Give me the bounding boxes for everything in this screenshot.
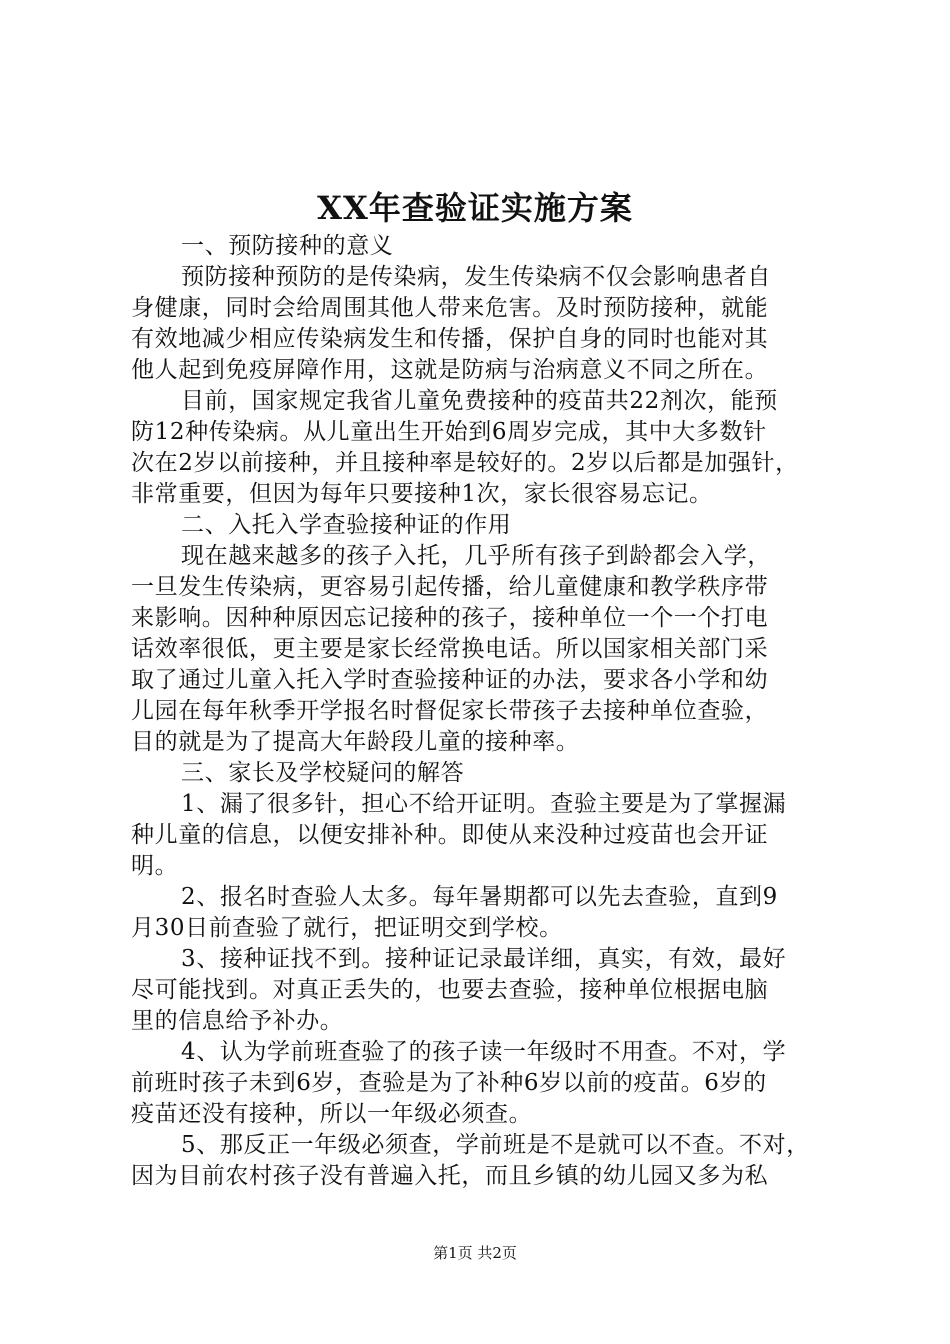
text-line: 他人起到免疫屏障作用，这就是防病与治病意义不同之所在。 [131, 357, 769, 383]
text-line: 因为目前农村孩子没有普遍入托，而且乡镇的幼儿园又多为私 [131, 1163, 769, 1189]
text-line: 尽可能找到。对真正丢失的，也要去查验，接种单位根据电脑 [131, 977, 769, 1003]
text-line: 4、认为学前班查验了的孩子读一年级时不用查。不对，学 [181, 1039, 787, 1065]
text-line: 疫苗还没有接种，所以一年级必须查。 [131, 1101, 533, 1127]
text-line: 目前，国家规定我省儿童免费接种的疫苗共22剂次，能预 [181, 388, 778, 414]
text-line: 来影响。因种种原因忘记接种的孩子，接种单位一个一个打电 [131, 605, 769, 631]
text-line: 2、报名时查验人太多。每年暑期都可以先去查验，直到9 [181, 884, 778, 910]
text-line: 有效地减少相应传染病发生和传播，保护自身的同时也能对其 [131, 326, 769, 352]
text-line: 前班时孩子未到6岁，查验是为了补种6岁以前的疫苗。6岁的 [131, 1070, 767, 1096]
text-line: 次在2岁以前接种，并且接种率是较好的。2岁以后都是加强针， [131, 450, 799, 476]
text-line: 儿园在每年秋季开学报名时督促家长带孩子去接种单位查验， [131, 698, 769, 724]
text-line: 一旦发生传染病，更容易引起传播，给儿童健康和教学秩序带 [131, 574, 769, 600]
text-line: 1、漏了很多针，担心不给开证明。查验主要是为了掌握漏 [181, 791, 787, 817]
document-body [131, 231, 831, 1192]
text-line: 5、那反正一年级必须查，学前班是不是就可以不查。不对， [181, 1132, 810, 1158]
section-heading: 三、家长及学校疑问的解答 [181, 760, 465, 786]
text-line: 取了通过儿童入托入学时查验接种证的办法，要求各小学和幼 [131, 667, 769, 693]
text-line: 现在越来越多的孩子入托，几乎所有孩子到龄都会入学， [181, 543, 771, 569]
text-line: 月30日前查验了就行，把证明交到学校。 [131, 915, 563, 941]
text-line: 非常重要，但因为每年只要接种1次，家长很容易忘记。 [131, 481, 713, 507]
section-heading: 二、入托入学查验接种证的作用 [181, 512, 512, 538]
page-footer: 第1页 共2页 [433, 1244, 517, 1262]
text-line: 目的就是为了提高大年龄段儿童的接种率。 [131, 729, 580, 755]
section-heading: 一、预防接种的意义 [181, 233, 394, 259]
text-line: 身健康，同时会给周围其他人带来危害。及时预防接种，就能 [131, 295, 769, 321]
text-line: 防12种传染病。从儿童出生开始到6周岁完成，其中大多数针 [131, 419, 767, 445]
text-line: 种儿童的信息，以便安排补种。即使从来没种过疫苗也会开证 [131, 822, 769, 848]
document-title: XX年查验证实施方案 [317, 189, 633, 227]
text-line: 里的信息给予补办。 [131, 1008, 344, 1034]
text-line: 3、接种证找不到。接种证记录最详细，真实，有效，最好 [181, 946, 787, 972]
text-line: 话效率很低，更主要是家长经常换电话。所以国家相关部门采 [131, 636, 769, 662]
text-line: 预防接种预防的是传染病，发生传染病不仅会影响患者自 [181, 264, 771, 290]
text-line: 明。 [131, 853, 179, 879]
